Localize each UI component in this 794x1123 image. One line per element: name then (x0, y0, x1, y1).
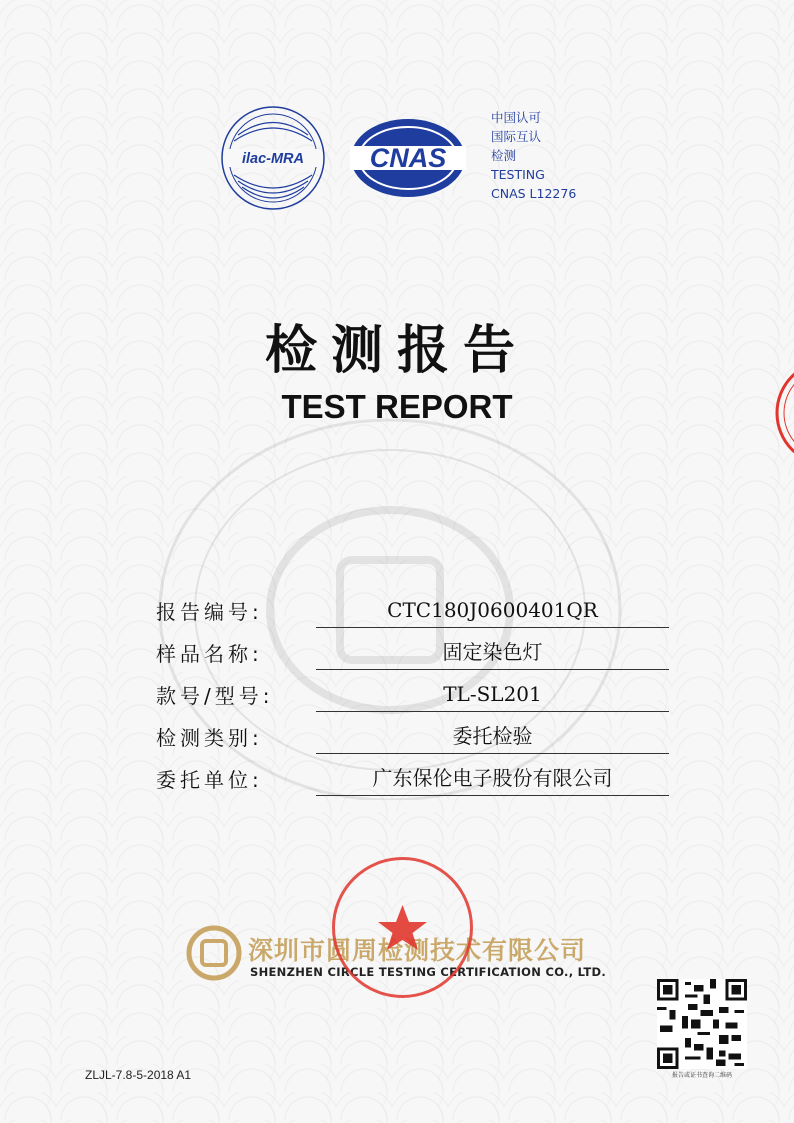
svg-text:CNAS: CNAS (369, 143, 447, 173)
qr-caption: 报告或证书查询二维码 (671, 1072, 732, 1079)
info-row-sample-name (156, 632, 672, 674)
accreditation-text (491, 108, 576, 203)
field-value: TL-SL201 (316, 678, 669, 712)
accreditation-logos (220, 103, 600, 213)
company-name-en: SHENZHEN CIRCLE TESTING CERTIFICATION CO., LTD. (250, 965, 607, 979)
info-row-test-type (156, 716, 672, 758)
info-row-model (156, 674, 672, 716)
title-english: TEST REPORT (281, 388, 513, 425)
footer-form-code: ZLJL-7.8-5-2018 A1 (85, 1068, 192, 1082)
cnas-logo-icon (348, 117, 468, 199)
ilac-mra-logo-icon (220, 105, 326, 211)
field-value: 广东保伦电子股份有限公司 (316, 762, 669, 796)
company-name-cn: 深圳市圆周检测技术有限公司 (248, 936, 587, 965)
title-chinese: 检测报告 (264, 321, 529, 381)
accred-line: CNAS L12276 (491, 186, 577, 201)
info-row-client (156, 758, 672, 800)
field-value: 固定染色灯 (316, 636, 669, 670)
field-value: CTC180J0600401QR (316, 594, 669, 628)
accred-line: TESTING (491, 167, 545, 182)
field-label: 报告编号: (156, 600, 263, 624)
official-seal-icon (330, 855, 475, 1000)
field-value: 委托检验 (316, 720, 669, 754)
qr-code-icon (657, 979, 747, 1069)
field-label: 检测类别: (156, 726, 263, 750)
accred-line: 国际互认 (491, 129, 542, 144)
field-label: 委托单位: (156, 768, 263, 792)
company-mark-icon (186, 925, 242, 981)
accred-line: 中国认可 (491, 110, 542, 125)
info-row-report-number (156, 590, 672, 632)
svg-text:ilac-MRA: ilac-MRA (241, 151, 305, 167)
field-label: 款号/型号: (156, 684, 274, 708)
accred-line: 检测 (491, 148, 517, 163)
report-info (156, 590, 672, 800)
field-label: 样品名称: (156, 642, 263, 666)
